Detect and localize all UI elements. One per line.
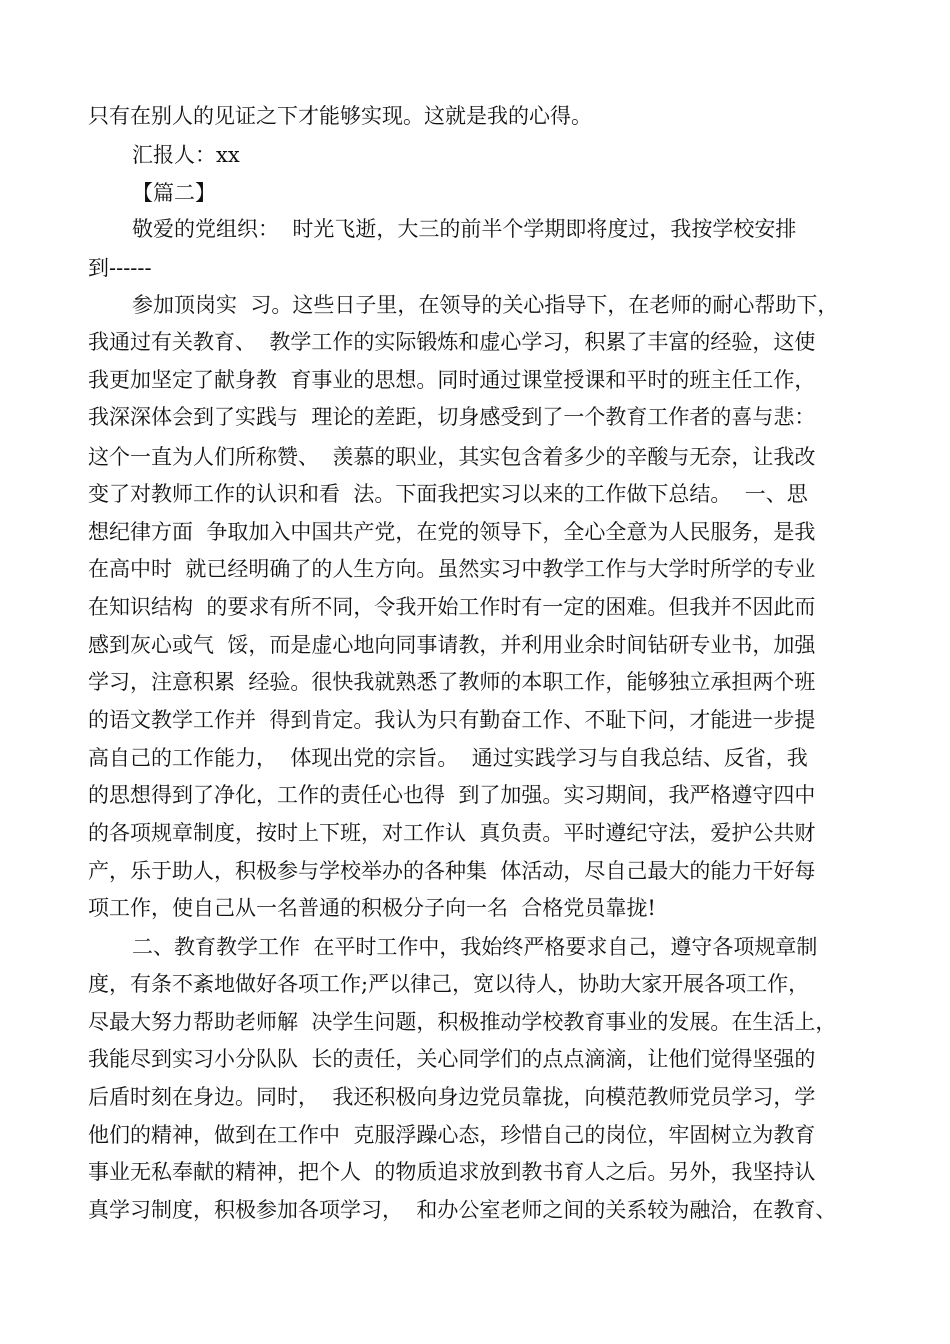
text-line: 在高中时 就已经明确了的人生方向。虽然实习中教学工作与大学时所学的专业 xyxy=(88,557,816,581)
text-line: 他们的精神，做到在工作中 克服浮躁心态，珍惜自己的岗位，牢固树立为教育 xyxy=(88,1123,816,1147)
text-line: 产，乐于助人，积极参与学校举办的各种集 体活动，尽自己最大的能力干好每 xyxy=(88,859,816,883)
text-line: 在知识结构 的要求有所不同，令我开始工作时有一定的困难。但我并不因此而 xyxy=(88,595,816,619)
text-line: 的各项规章制度，按时上下班，对工作认 真负责。平时遵纪守法，爱护公共财 xyxy=(88,821,816,845)
text-line: 只有在别人的见证之下才能够实现。这就是我的心得。 xyxy=(88,104,592,128)
text-line: 到------ xyxy=(88,256,152,280)
text-line: 度，有条不紊地做好各项工作;严以律己，宽以待人，协助大家开展各项工作， xyxy=(88,972,810,996)
paragraph-start: 二、教育教学工作 在平时工作中，我始终严格要求自己，遵守各项规章制 xyxy=(132,935,818,959)
text-line: 我更加坚定了献身教 育事业的思想。同时通过课堂授课和平时的班主任工作， xyxy=(88,368,816,392)
paragraph-start: 参加顶岗实 习。这些日子里，在领导的关心指导下，在老师的耐心帮助下， xyxy=(132,293,839,317)
text-line: 变了对教师工作的认识和看 法。下面我把实习以来的工作做下总结。 一、思 xyxy=(88,482,808,506)
text-line: 尽最大努力帮助老师解 决学生问题，积极推动学校教育事业的发展。在生活上， xyxy=(88,1010,837,1034)
text-line: 这个一直为人们所称赞、 羡慕的职业，其实包含着多少的辛酸与无奈，让我改 xyxy=(88,445,816,469)
text-line: 我深深体会到了实践与 理论的差距，切身感受到了一个教育工作者的喜与悲： xyxy=(88,405,816,429)
text-line: 我通过有关教育、 教学工作的实际锻炼和虚心学习，积累了丰富的经验，这使 xyxy=(88,330,816,354)
text-line: 的思想得到了净化，工作的责任心也得 到了加强。实习期间，我严格遵守四中 xyxy=(88,783,816,807)
text-line: 事业无私奉献的精神，把个人 的物质追求放到教书育人之后。另外，我坚持认 xyxy=(88,1160,816,1184)
reporter-line: 汇报人：xx xyxy=(132,143,240,167)
salutation-line: 敬爱的党组织： 时光飞逝，大三的前半个学期即将度过，我按学校安排 xyxy=(132,217,797,241)
text-line: 项工作，使自己从一名普通的积极分子向一名 合格党员靠拢! xyxy=(88,896,656,920)
text-line: 高自己的工作能力， 体现出党的宗旨。 通过实践学习与自我总结、反省，我 xyxy=(88,746,808,770)
text-line: 想纪律方面 争取加入中国共产党，在党的领导下，全心全意为人民服务，是我 xyxy=(88,520,816,544)
text-line: 后盾时刻在身边。同时， 我还积极向身边党员靠拢，向模范教师党员学习，学 xyxy=(88,1085,816,1109)
text-line: 感到灰心或气 馁，而是虚心地向同事请教，并利用业余时间钻研专业书，加强 xyxy=(88,633,816,657)
text-line: 学习，注意积累 经验。很快我就熟悉了教师的本职工作，能够独立承担两个班 xyxy=(88,670,816,694)
section-heading: 【篇二】 xyxy=(132,181,216,205)
text-line: 我能尽到实习小分队队 长的责任，关心同学们的点点滴滴，让他们觉得坚强的 xyxy=(88,1047,816,1071)
text-line: 的语文教学工作并 得到肯定。我认为只有勤奋工作、不耻下问，才能进一步提 xyxy=(88,708,816,732)
text-line: 真学习制度，积极参加各项学习， 和办公室老师之间的关系较为融洽，在教育、 xyxy=(88,1198,837,1222)
